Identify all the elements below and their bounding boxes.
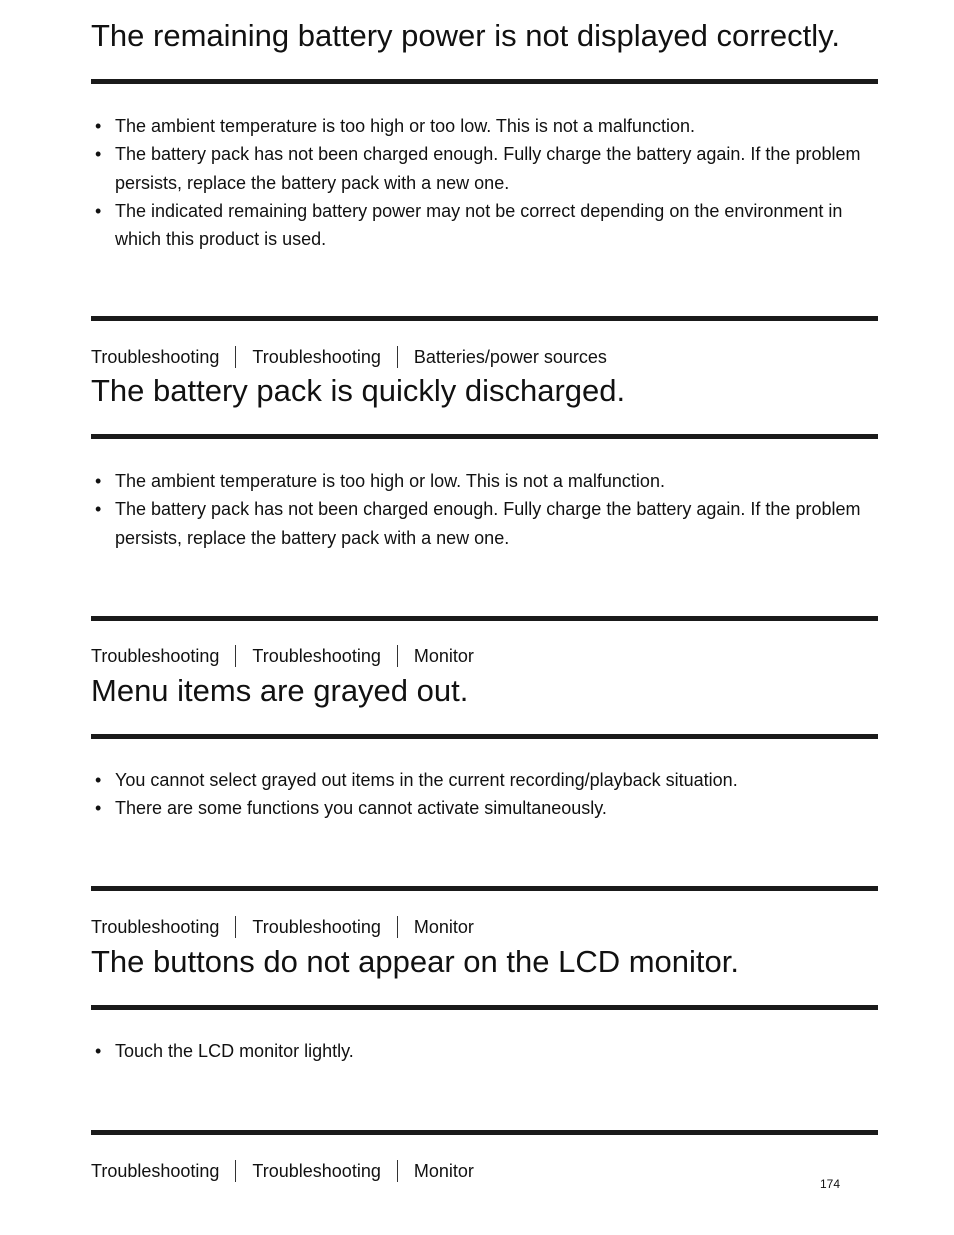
section-title: The battery pack is quickly discharged.	[91, 373, 626, 408]
list-item: • The battery pack has not been charged enough. Fully charge the battery again. If the problem persists, replace the battery pack with a new one.	[91, 140, 878, 197]
section-title: Menu items are grayed out.	[91, 673, 469, 708]
section-divider	[91, 886, 878, 891]
breadcrumb-separator	[397, 916, 398, 938]
list-item: • Touch the LCD monitor lightly.	[91, 1037, 878, 1065]
breadcrumb-item[interactable]: Troubleshooting	[91, 645, 220, 666]
breadcrumb-separator	[397, 645, 398, 667]
breadcrumb-separator	[235, 645, 236, 667]
list-item: • The battery pack has not been charged enough. Fully charge the battery again. If the problem persists, replace the battery pack with a new one.	[91, 495, 878, 552]
breadcrumb-item[interactable]: Monitor	[413, 1160, 474, 1181]
list-item: • There are some functions you cannot activate simultaneously.	[91, 794, 878, 822]
breadcrumb-separator	[235, 1160, 236, 1182]
breadcrumb-item[interactable]: Troubleshooting	[252, 346, 381, 367]
breadcrumb	[91, 915, 474, 939]
section-divider	[91, 316, 878, 321]
bullet-list	[91, 467, 878, 552]
section-divider	[91, 434, 878, 439]
breadcrumb-item[interactable]: Monitor	[413, 916, 474, 937]
section-title: The buttons do not appear on the LCD monitor.	[91, 944, 739, 979]
breadcrumb-separator	[397, 1160, 398, 1182]
breadcrumb-item[interactable]: Troubleshooting	[252, 1160, 381, 1181]
section-divider	[91, 79, 878, 84]
page-number: 174	[820, 1177, 841, 1191]
breadcrumb-item[interactable]: Troubleshooting	[252, 916, 381, 937]
breadcrumb-item[interactable]: Monitor	[413, 645, 474, 666]
section-divider	[91, 734, 878, 739]
breadcrumb	[91, 644, 474, 668]
breadcrumb-item[interactable]: Batteries/power sources	[413, 346, 607, 367]
list-item: • You cannot select grayed out items in the current recording/playback situation.	[91, 766, 878, 794]
breadcrumb-item[interactable]: Troubleshooting	[91, 346, 220, 367]
section-divider	[91, 1005, 878, 1010]
breadcrumb	[91, 1159, 474, 1183]
bullet-list	[91, 1037, 878, 1065]
breadcrumb-separator	[235, 916, 236, 938]
list-item: • The ambient temperature is too high or too low. This is not a malfunction.	[91, 112, 878, 140]
breadcrumb-separator	[235, 346, 236, 368]
section-divider	[91, 616, 878, 621]
section-divider	[91, 1130, 878, 1135]
list-item: • The ambient temperature is too high or low. This is not a malfunction.	[91, 467, 878, 495]
section-title: The remaining battery power is not displayed correctly.	[91, 18, 840, 53]
breadcrumb-item[interactable]: Troubleshooting	[91, 916, 220, 937]
breadcrumb-item[interactable]: Troubleshooting	[252, 645, 381, 666]
breadcrumb-separator	[397, 346, 398, 368]
bullet-list	[91, 112, 878, 253]
breadcrumb-item[interactable]: Troubleshooting	[91, 1160, 220, 1181]
breadcrumb	[91, 345, 607, 369]
bullet-list	[91, 766, 878, 823]
list-item: • The indicated remaining battery power may not be correct depending on the environment in which this product is used.	[91, 197, 878, 254]
